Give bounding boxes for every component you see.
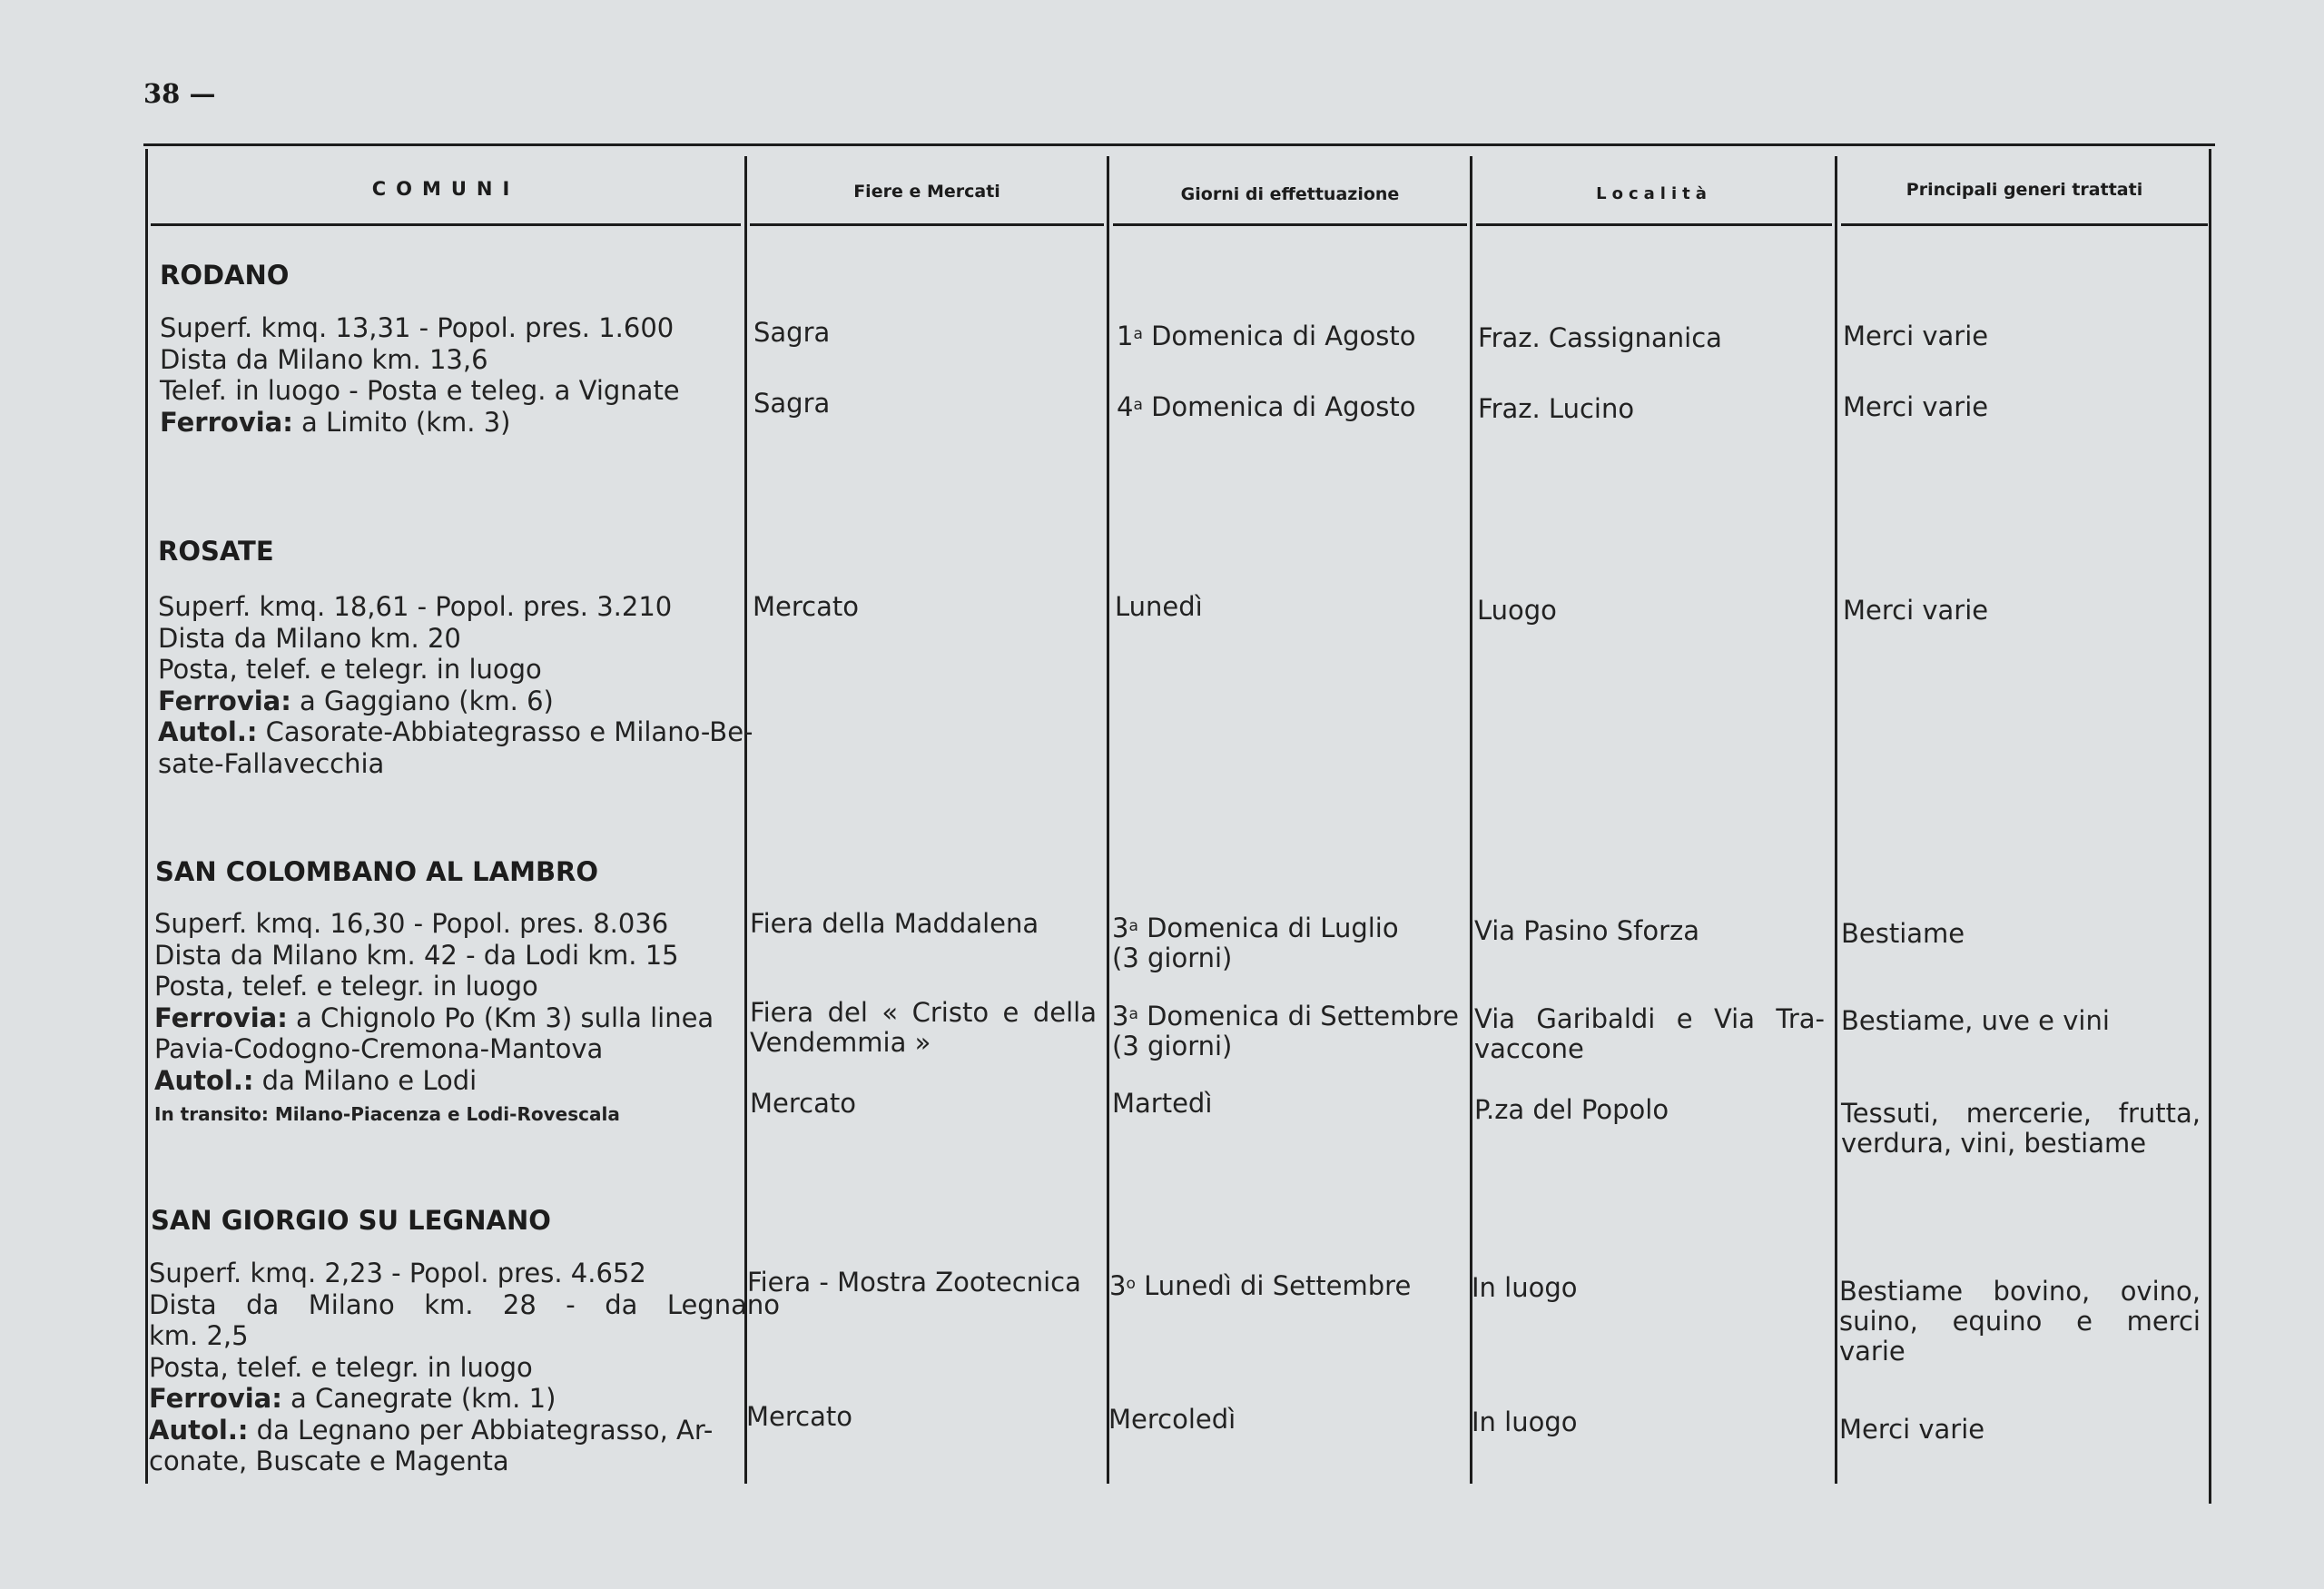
localita-cell: Fraz. Cassignanica	[1478, 322, 1722, 353]
info-line: Dista da Milano km. 28 - da Legnano	[149, 1288, 780, 1320]
info-line: Superf. kmq. 2,23 - Popol. pres. 4.652	[149, 1258, 646, 1288]
ordinal-mark: a	[1133, 325, 1143, 343]
giorni-text: Domenica di Settembre	[1137, 1001, 1459, 1031]
generi-cell	[1841, 1099, 2201, 1159]
info-line: Dista da Milano km. 42 - da Lodi km. 15	[154, 939, 679, 971]
info-line: conate, Buscate e Magenta	[149, 1446, 509, 1476]
info-label: Ferrovia:	[149, 1383, 282, 1414]
giorni-number: 3	[1112, 1001, 1129, 1031]
fiera-cell: Mercato	[753, 591, 859, 622]
fiera-cell: Fiera della Maddalena	[750, 908, 1039, 939]
header-localita: Località	[1596, 184, 1712, 203]
ordinal-mark: a	[1128, 1005, 1138, 1023]
info-text: Casorate-Abbiategrasso e Milano-Be-	[257, 716, 753, 747]
generi-line: Bestiame bovino, ovino,	[1839, 1276, 2201, 1307]
giorni-cell: Mercoledì	[1108, 1404, 1236, 1435]
header-rule-localita	[1476, 223, 1832, 226]
giorni-number: 4	[1117, 391, 1134, 422]
info-label: Autol.:	[154, 1064, 254, 1096]
ordinal-mark: o	[1126, 1275, 1136, 1293]
comune-name: ROSATE	[158, 536, 274, 567]
info-line: Pavia-Codogno-Cremona-Mantova	[154, 1033, 604, 1064]
header-fiere-e-mercati: Fiere e Mercati	[853, 182, 1000, 202]
comune-info	[160, 312, 680, 438]
info-line: Posta, telef. e telegr. in luogo	[154, 971, 538, 1002]
comune-name: SAN GIORGIO SU LEGNANO	[151, 1205, 551, 1236]
comune-info	[154, 908, 714, 1130]
info-text: da Legnano per Abbiategrasso, Ar-	[248, 1414, 714, 1446]
giorni-cell	[1112, 1002, 1459, 1061]
info-text: a Limito (km. 3)	[292, 406, 511, 438]
localita-line: vaccone	[1474, 1033, 1584, 1064]
info-text: a Chignolo Po (Km 3) sulla linea	[287, 1002, 714, 1033]
generi-line: suino, equino e merci	[1839, 1306, 2201, 1337]
giorni-text: Domenica di Agosto	[1142, 321, 1416, 351]
info-text: da Milano e Lodi	[253, 1064, 478, 1096]
info-label: Ferrovia:	[158, 685, 291, 716]
localita-cell	[1474, 1004, 1825, 1064]
giorni-cell	[1117, 321, 1416, 351]
header-giorni-di-effettuazione: Giorni di effettuazione	[1180, 184, 1400, 204]
info-text: Milano-Piacenza e Lodi-Rovescala	[268, 1103, 620, 1125]
fiera-cell: Mercato	[750, 1088, 856, 1119]
generi-cell	[1839, 1277, 2201, 1367]
ordinal-mark: a	[1128, 917, 1138, 935]
info-text: a Gaggiano (km. 6)	[290, 685, 554, 716]
localita-cell: In luogo	[1472, 1272, 1578, 1303]
generi-cell: Bestiame	[1841, 918, 1965, 949]
info-line	[158, 716, 753, 748]
localita-line: Via Garibaldi e Via Tra-	[1474, 1003, 1825, 1034]
column-line-left	[145, 149, 148, 1484]
header-rule-fiere	[750, 223, 1104, 226]
fiera-cell: Sagra	[753, 317, 831, 348]
localita-cell: P.za del Popolo	[1474, 1094, 1669, 1125]
info-line	[158, 686, 753, 717]
giorni-line	[1112, 1002, 1459, 1031]
column-line-4	[1835, 156, 1837, 1484]
header-comuni: COMUNI	[371, 178, 520, 200]
generi-cell: Merci varie	[1839, 1414, 1985, 1445]
giorni-text: Lunedì di Settembre	[1135, 1270, 1412, 1301]
info-line: Posta, telef. e telegr. in luogo	[158, 654, 542, 685]
localita-cell: Luogo	[1477, 595, 1557, 626]
header-principali-generi: Principali generi trattati	[1905, 180, 2143, 200]
giorni-number: 1	[1117, 321, 1134, 351]
info-line: Superf. kmq. 13,31 - Popol. pres. 1.600	[160, 312, 675, 343]
comune-name: SAN COLOMBANO AL LAMBRO	[155, 856, 599, 887]
giorni-number: 3	[1112, 913, 1129, 943]
giorni-number: 3	[1109, 1270, 1127, 1301]
info-line	[154, 1065, 714, 1097]
info-line: Telef. in luogo - Posta e teleg. a Vignate	[160, 375, 680, 406]
info-line: Superf. kmq. 16,30 - Popol. pres. 8.036	[154, 908, 669, 939]
generi-cell: Merci varie	[1843, 321, 1989, 351]
info-line	[160, 407, 680, 439]
generi-cell: Merci varie	[1843, 391, 1989, 422]
generi-cell: Bestiame, uve e vini	[1841, 1005, 2110, 1036]
info-label: Ferrovia:	[160, 406, 293, 438]
info-line: Superf. kmq. 18,61 - Popol. pres. 3.210	[158, 591, 673, 622]
giorni-cell	[1112, 913, 1399, 973]
ordinal-mark: a	[1133, 396, 1143, 414]
giorni-cell	[1117, 392, 1416, 422]
comune-info	[158, 591, 753, 779]
giorni-text: Domenica di Agosto	[1142, 391, 1416, 422]
giorni-line	[1112, 913, 1399, 943]
info-label: In transito:	[154, 1103, 269, 1125]
info-label: Autol.:	[149, 1414, 249, 1446]
info-line	[154, 1002, 714, 1034]
info-line: Dista da Milano km. 13,6	[160, 343, 488, 375]
giorni-line: (3 giorni)	[1112, 943, 1233, 973]
column-line-right	[2209, 149, 2211, 1504]
fiera-cell: Mercato	[746, 1401, 852, 1432]
info-line	[149, 1383, 780, 1415]
info-label: Autol.:	[158, 716, 258, 747]
generi-line: varie	[1839, 1336, 1905, 1367]
fiera-cell: Fiera - Mostra Zootecnica	[747, 1267, 1081, 1298]
localita-cell: Via Pasino Sforza	[1474, 915, 1699, 946]
info-line	[154, 1099, 714, 1130]
table-top-rule	[143, 143, 2215, 146]
giorni-cell	[1109, 1271, 1411, 1301]
info-text: a Canegrate (km. 1)	[281, 1383, 556, 1414]
header-rule-giorni	[1113, 223, 1467, 226]
giorni-text: Domenica di Luglio	[1137, 913, 1399, 943]
info-label: Ferrovia:	[154, 1002, 288, 1033]
info-line: Dista da Milano km. 20	[158, 622, 461, 654]
generi-line: Tessuti, mercerie, frutta,	[1841, 1098, 2201, 1129]
giorni-cell: Lunedì	[1115, 591, 1203, 622]
generi-cell: Merci varie	[1843, 595, 1989, 626]
info-line	[149, 1415, 780, 1446]
comune-name: RODANO	[160, 260, 290, 291]
fiera-cell: Sagra	[753, 388, 831, 419]
page-number: 38 —	[143, 78, 216, 109]
info-line: sate-Fallavecchia	[158, 747, 385, 779]
header-rule-comuni	[151, 223, 741, 226]
localita-cell: Fraz. Lucino	[1478, 393, 1635, 424]
info-line: Posta, telef. e telegr. in luogo	[149, 1351, 533, 1383]
comune-info	[149, 1258, 780, 1477]
header-rule-generi	[1841, 223, 2208, 226]
fiera-line: Vendemmia »	[750, 1027, 931, 1058]
info-line: km. 2,5	[149, 1320, 249, 1351]
giorni-line: (3 giorni)	[1112, 1031, 1233, 1061]
fiera-cell	[750, 998, 1097, 1058]
generi-line: verdura, vini, bestiame	[1841, 1128, 2147, 1159]
fiera-line: Fiera del « Cristo e della	[750, 997, 1097, 1028]
giorni-cell: Martedì	[1112, 1088, 1213, 1119]
localita-cell: In luogo	[1472, 1406, 1578, 1437]
